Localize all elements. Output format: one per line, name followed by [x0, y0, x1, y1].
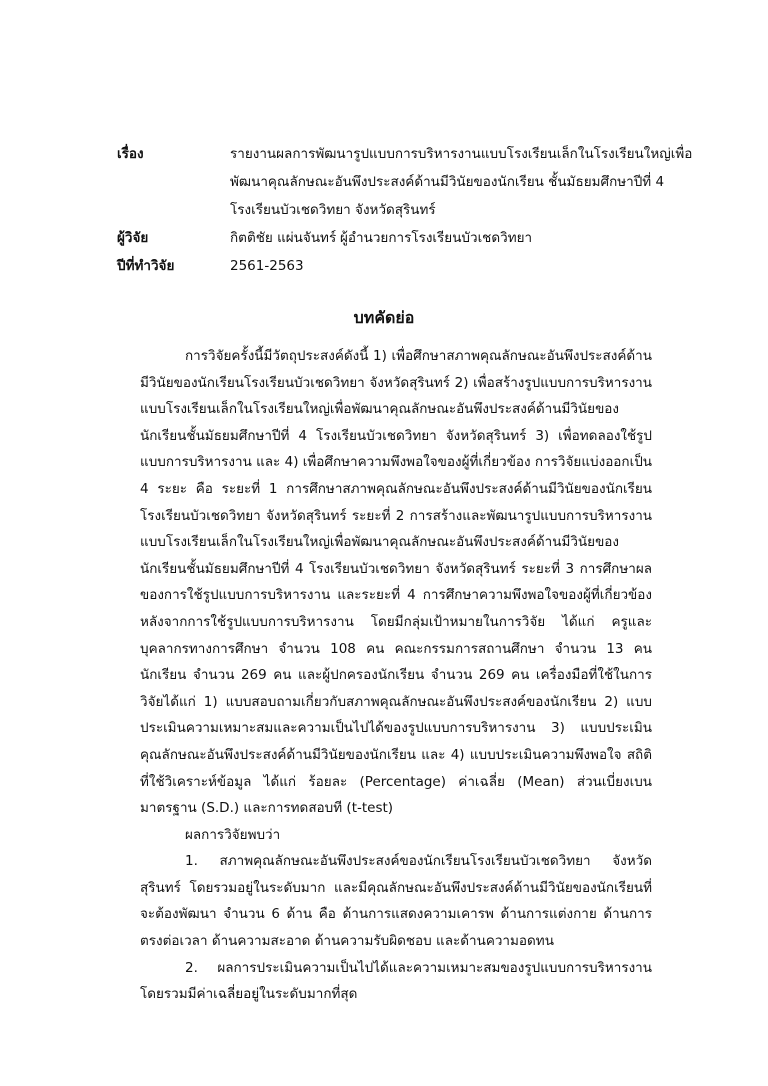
- abstract-body: [140, 343, 652, 1008]
- researcher-row: [117, 226, 687, 250]
- year-label: ปีที่ทำวิจัย: [117, 258, 175, 274]
- subject-label: เรื่อง: [117, 146, 144, 162]
- abstract-paragraph: การวิจัยครั้งนี้มีวัตถุประสงค์ดังนี้ 1) เพื่อศึกษาสภาพคุณลักษณะอันพึงประสงค์ด้านมีวินัยของนักเรียนโรงเรียนบัวเชดวิทยา จังหวัดสุรินทร์ 2) เพื่อสร้างรูปแบบการบริหารงานแบบโรงเรียนเล็กในโรงเรียนใหญ่เพื่อพัฒนาคุณลักษณะอันพึงประสงค์ด้านมีวินัยของนักเรียนชั้นมัธยมศึกษาปีที่ 4 โรงเรียนบัวเชดวิทยา จังหวัดสุรินทร์ 3) เพื่อทดลองใช้รูปแบบการบริหารงาน และ 4) เพื่อศึกษาความพึงพอใจของผู้ที่เกี่ยวข้อง การวิจัยแบ่งออกเป็น 4 ระยะ คือ ระยะที่ 1 การศึกษาสภาพคุณลักษณะอันพึงประสงค์ด้านมีวินัยของนักเรียนโรงเรียนบัวเชดวิทยา จังหวัดสุรินทร์ ระยะที่ 2 การสร้างและพัฒนารูปแบบการบริหารงานแบบโรงเรียนเล็กในโรงเรียนใหญ่เพื่อพัฒนาคุณลักษณะอันพึงประสงค์ด้านมีวินัยของนักเรียนชั้นมัธยมศึกษาปีที่ 4 โรงเรียนบัวเชดวิทยา จังหวัดสุรินทร์ ระยะที่ 3 การศึกษาผลของการใช้รูปแบบการบริหารงาน และระยะที่ 4 การศึกษาความพึงพอใจของผู้ที่เกี่ยวข้องหลังจากการใช้รูปแบบการบริหารงาน โดยมีกลุ่มเป้าหมายในการวิจัย ได้แก่ ครูและบุคลากรทางการศึกษา จำนวน 108 คน คณะกรรมการสถานศึกษา จำนวน 13 คน นักเรียน จำนวน 269 คน และผู้ปกครองนักเรียน จำนวน 269 คน เครื่องมือที่ใช้ในการวิจัยได้แก่ 1) แบบสอบถามเกี่ยวกับสภาพคุณลักษณะอันพึงประสงค์ของนักเรียน 2) แบบประเมินความเหมาะสมและความเป็นไปได้ของรูปแบบการบริหารงาน 3) แบบประเมินคุณลักษณะอันพึงประสงค์ด้านมีวินัยของนักเรียน และ 4) แบบประเมินความพึงพอใจ สถิติที่ใช้วิเคราะห์ข้อมูล ได้แก่ ร้อยละ (Percentage) ค่าเฉลี่ย (Mean) ส่วนเบี่ยงเบนมาตรฐาน (S.D.) และการทดสอบที (t-test): [140, 348, 652, 817]
- subject-row: [117, 142, 693, 166]
- researcher-label: ผู้วิจัย: [117, 230, 149, 246]
- researcher-name: กิตติชัย แผ่นจันทร์: [230, 230, 337, 246]
- researcher-position: ผู้อำนวยการโรงเรียนบัวเชดวิทยา: [340, 230, 533, 246]
- finding-2: 2. ผลการประเมินความเป็นไปได้และความเหมาะสมของรูปแบบการบริหารงาน โดยรวมมีค่าเฉลี่ยอยู่ในระดับมากที่สุด: [140, 959, 652, 1003]
- subject-line-2: พัฒนาคุณลักษณะอันพึงประสงค์ด้านมีวินัยของนักเรียน ชั้นมัธยมศึกษาปีที่ 4: [230, 174, 665, 190]
- year-value: 2561-2563: [230, 258, 304, 274]
- subject-line-1: รายงานผลการพัฒนารูปแบบการบริหารงานแบบโรงเรียนเล็กในโรงเรียนใหญ่เพื่อ: [230, 146, 693, 162]
- findings-intro: ผลการวิจัยพบว่า: [185, 826, 281, 843]
- subject-line-3: โรงเรียนบัวเชดวิทยา จังหวัดสุรินทร์: [230, 202, 436, 218]
- finding-1: 1. สภาพคุณลักษณะอันพึงประสงค์ของนักเรียนโรงเรียนบัวเชดวิทยา จังหวัดสุรินทร์ โดยรวมอยู่ในระดับมาก และมีคุณลักษณะอันพึงประสงค์ด้านมีวินัยของนักเรียนที่จะต้องพัฒนา จำนวน 6 ด้าน คือ ด้านการแสดงความเคารพ ด้านการแต่งกาย ด้านการตรงต่อเวลา ด้านความสะอาด ด้านความรับผิดชอบ และด้านความอดทน: [140, 853, 652, 950]
- abstract-title: บทคัดย่อ: [353, 308, 415, 327]
- subject-row-2: [117, 170, 687, 194]
- subject-row-3: [117, 198, 687, 222]
- year-row: [117, 254, 687, 278]
